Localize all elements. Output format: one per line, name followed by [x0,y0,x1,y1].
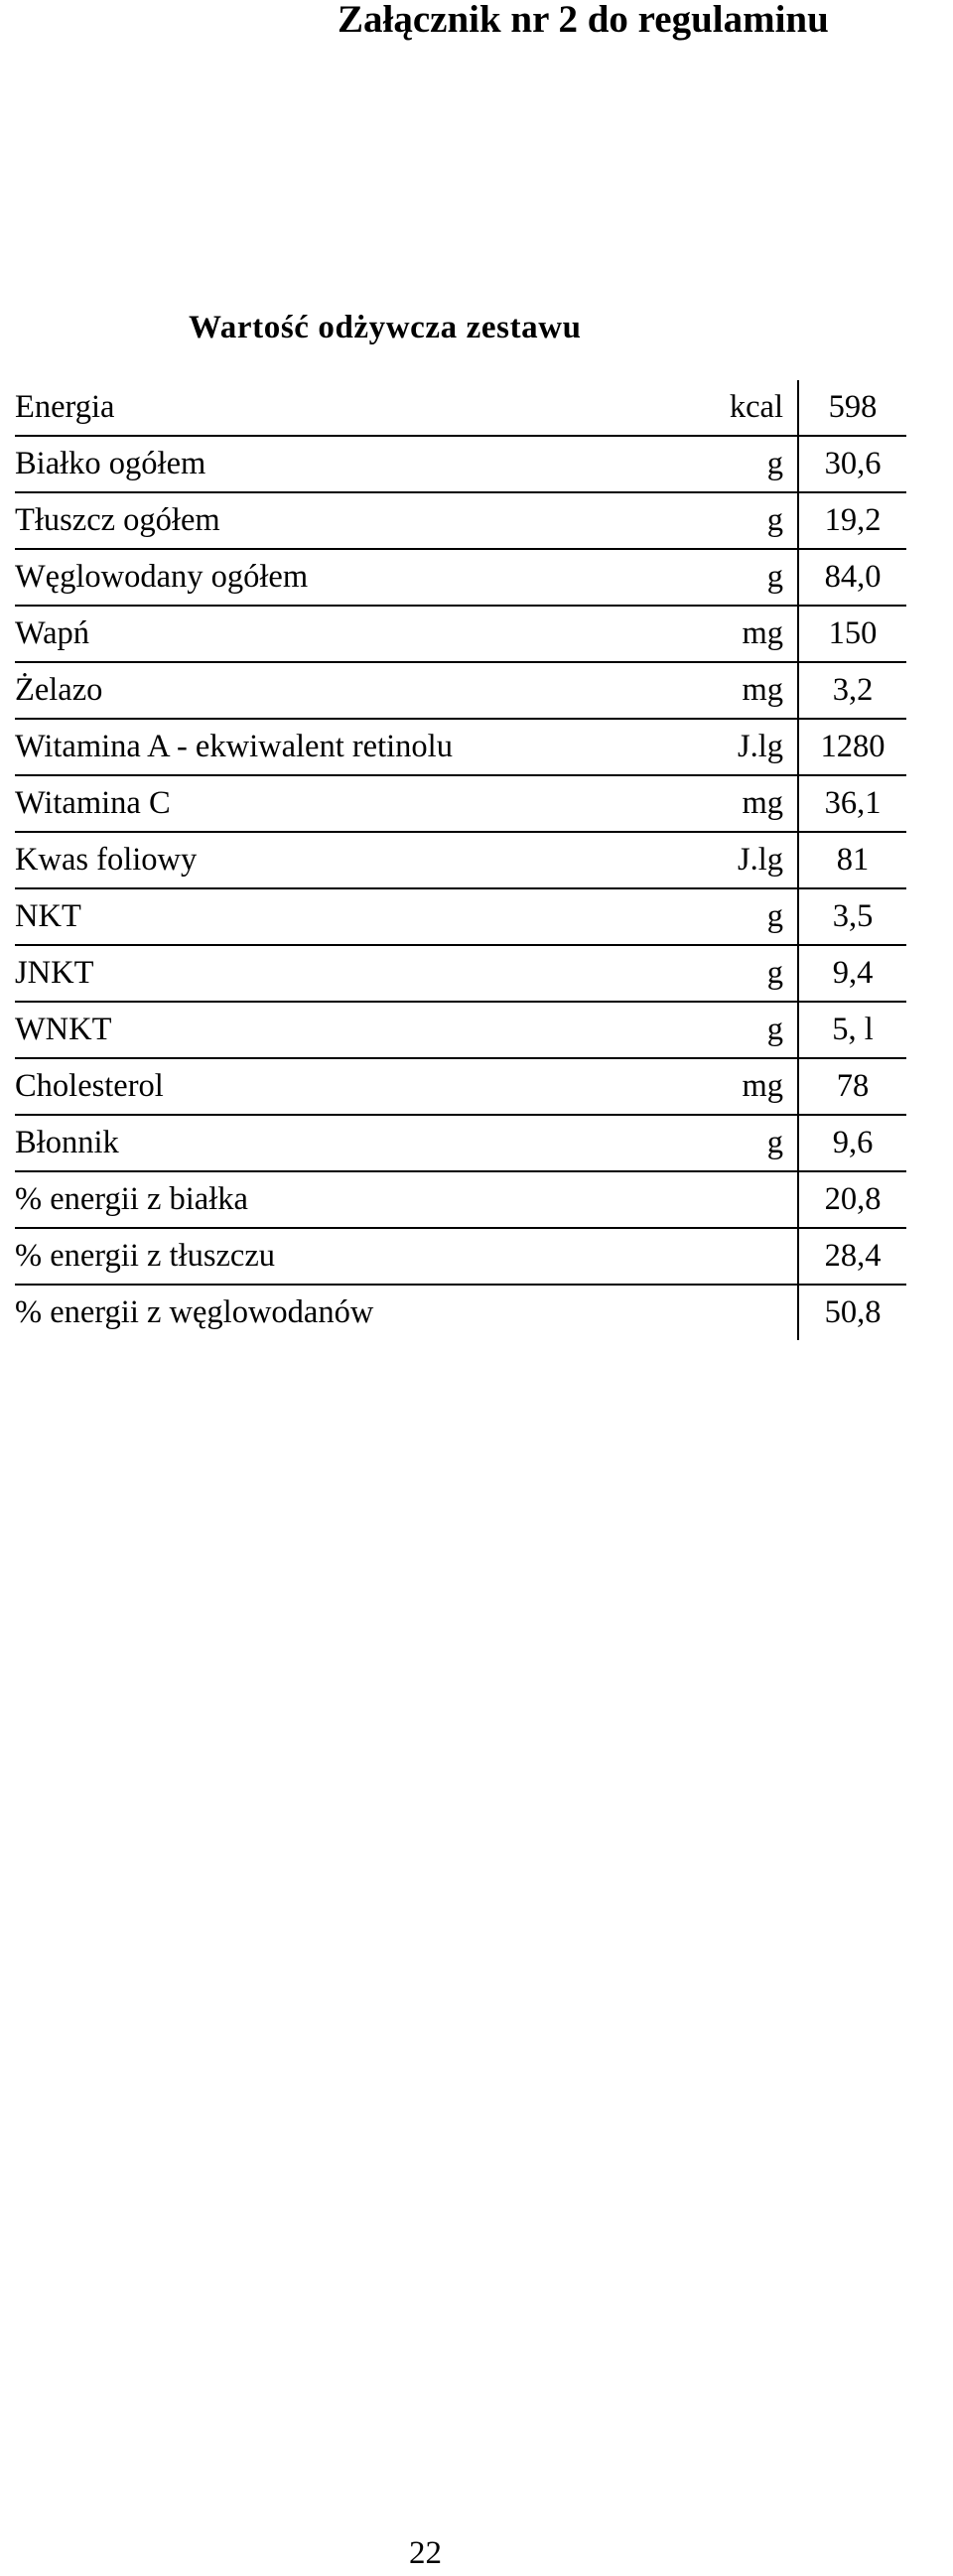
value-cell: 84,0 [798,549,906,606]
table-row [15,549,906,606]
nutrient-name-cell: Kwas foliowy [15,832,601,888]
value-cell: 36,1 [798,775,906,832]
nutrient-name-cell: Wapń [15,606,601,662]
table-row [15,945,906,1002]
nutrient-name-cell: Witamina A - ekwiwalent retinolu [15,719,601,775]
unit-cell: mg [601,1058,798,1115]
table-row [15,1228,906,1285]
nutrient-name-cell: % energii z białka [15,1171,601,1228]
nutrient-name-cell: % energii z tłuszczu [15,1228,601,1285]
table-row [15,436,906,492]
nutrient-name-cell: Białko ogółem [15,436,601,492]
value-cell: 28,4 [798,1228,906,1285]
table-row [15,775,906,832]
unit-cell: mg [601,606,798,662]
nutrient-name-cell: Cholesterol [15,1058,601,1115]
table-row [15,1002,906,1058]
unit-cell: kcal [601,380,798,436]
table-row [15,606,906,662]
nutrient-name-cell: Tłuszcz ogółem [15,492,601,549]
unit-cell: mg [601,662,798,719]
nutrient-name-cell: WNKT [15,1002,601,1058]
unit-cell: g [601,1115,798,1171]
document-title: Załącznik nr 2 do regulaminu [338,0,829,41]
nutrition-table-body [15,380,906,1340]
table-row [15,1115,906,1171]
table-row [15,719,906,775]
table-row [15,1171,906,1228]
value-cell: 19,2 [798,492,906,549]
table-row [15,1058,906,1115]
value-cell: 30,6 [798,436,906,492]
unit-cell: J.lg [601,719,798,775]
section-title: Wartość odżywcza zestawu [189,310,582,345]
nutrient-name-cell: Żelazo [15,662,601,719]
unit-cell: g [601,1002,798,1058]
unit-cell: g [601,436,798,492]
nutrient-name-cell: Błonnik [15,1115,601,1171]
unit-cell [601,1228,798,1285]
table-row [15,888,906,945]
value-cell: 78 [798,1058,906,1115]
nutrient-name-cell: % energii z węglowodanów [15,1294,374,1330]
nutrient-name-cell: Węglowodany ogółem [15,549,601,606]
value-cell: 50,8 [824,1294,882,1330]
unit-cell: g [601,945,798,1002]
nutrition-table [15,380,906,1340]
value-cell: 9,4 [798,945,906,1002]
nutrient-name-cell: Energia [15,380,601,436]
value-cell: 20,8 [798,1171,906,1228]
unit-cell: g [601,492,798,549]
table-row [15,380,906,436]
table-row [15,832,906,888]
table-row [15,662,906,719]
value-cell: 3,5 [798,888,906,945]
value-cell: 598 [798,380,906,436]
value-cell: 9,6 [798,1115,906,1171]
table-row [15,492,906,549]
nutrient-name-cell: Witamina C [15,775,601,832]
value-cell: 5, l [798,1002,906,1058]
unit-cell: g [601,888,798,945]
value-cell: 81 [798,832,906,888]
nutrient-name-cell: JNKT [15,945,601,1002]
unit-cell: g [601,549,798,606]
unit-cell [601,1171,798,1228]
unit-cell: J.lg [601,832,798,888]
value-cell: 3,2 [798,662,906,719]
value-cell: 1280 [798,719,906,775]
value-cell: 150 [798,606,906,662]
table-row [15,1285,906,1340]
unit-cell: mg [601,775,798,832]
page-number: 22 [409,2535,442,2571]
unit-cell [601,1285,798,1340]
nutrient-name-cell: NKT [15,888,601,945]
